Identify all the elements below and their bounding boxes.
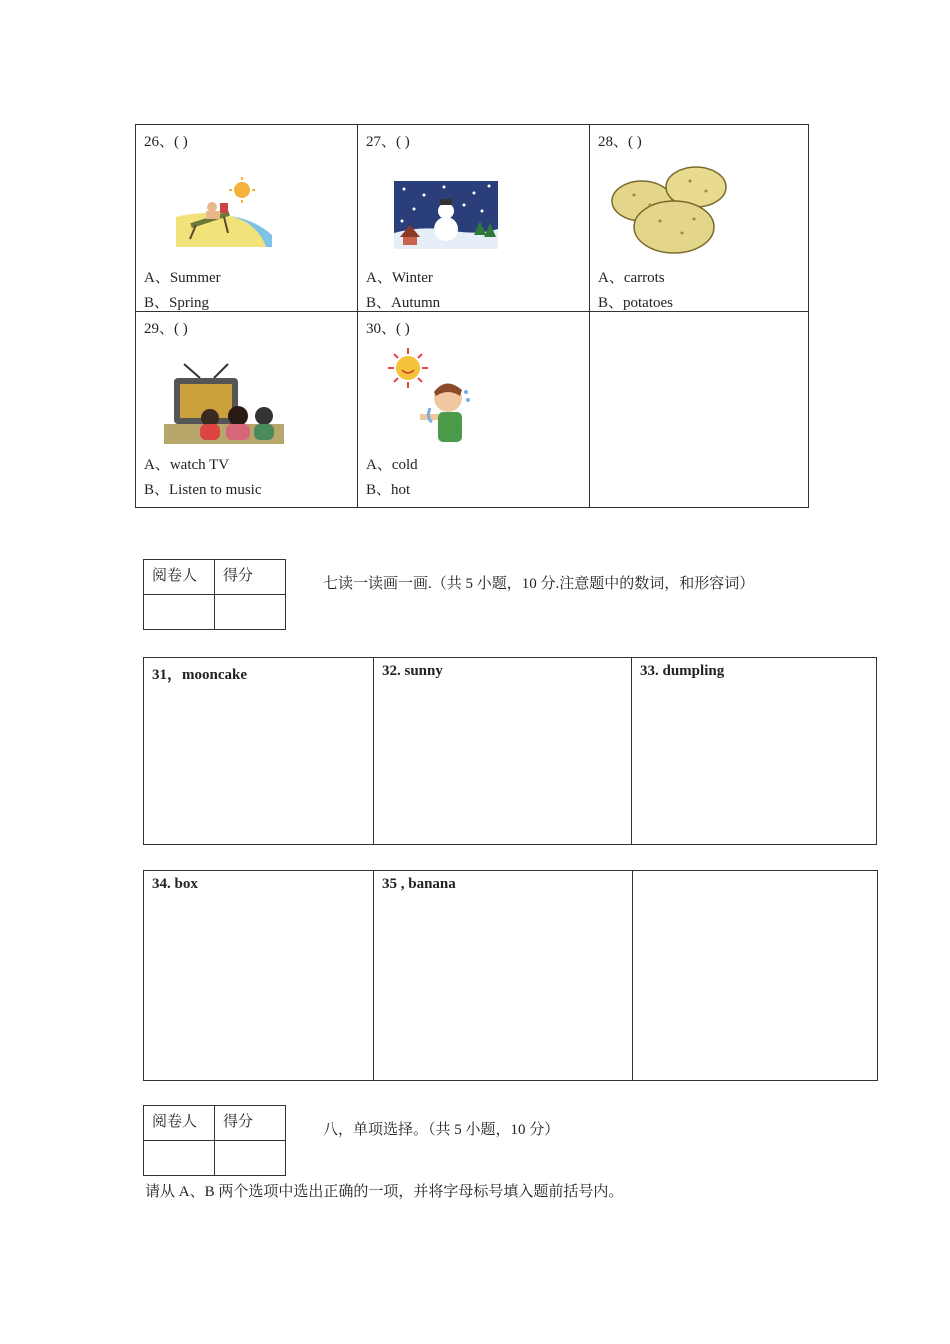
option-a: A、Summer bbox=[144, 270, 221, 286]
drawing-prompt: 35 , banana bbox=[382, 876, 456, 892]
drawing-cell-empty bbox=[633, 871, 878, 1081]
snowman-illustration bbox=[394, 181, 498, 249]
question-number: 28、( ) bbox=[598, 134, 642, 150]
question-cell-26 bbox=[136, 125, 358, 312]
drawing-prompt: 33. dumpling bbox=[640, 663, 725, 679]
score-box-section-8 bbox=[143, 1105, 286, 1176]
empty-cell bbox=[590, 312, 809, 508]
option-b: B、hot bbox=[366, 482, 411, 498]
drawing-cell-34[interactable] bbox=[144, 871, 374, 1081]
children-watching-tv-illustration bbox=[164, 362, 284, 444]
option-b: B、Spring bbox=[144, 295, 210, 311]
reviewer-field[interactable] bbox=[144, 595, 215, 630]
potatoes-illustration bbox=[610, 161, 730, 256]
question-number: 27、( ) bbox=[366, 134, 410, 150]
question-number: 30、( ) bbox=[366, 321, 410, 337]
option-a: A、Winter bbox=[366, 270, 433, 286]
picture-question-table bbox=[135, 124, 809, 508]
option-a: A、watch TV bbox=[144, 457, 230, 473]
score-label: 得分 bbox=[215, 1106, 286, 1141]
beach-sunbathing-illustration bbox=[176, 177, 272, 247]
drawing-prompt: 31，mooncake bbox=[152, 667, 247, 683]
option-b: B、Listen to music bbox=[144, 482, 262, 498]
question-cell-29 bbox=[136, 312, 358, 508]
question-cell-27 bbox=[358, 125, 590, 312]
score-field[interactable] bbox=[215, 1141, 286, 1176]
drawing-table-1 bbox=[143, 657, 877, 845]
hot-sun-boy-illustration bbox=[386, 346, 486, 456]
question-cell-28 bbox=[590, 125, 809, 312]
drawing-prompt: 34. box bbox=[152, 876, 198, 892]
reviewer-label: 阅卷人 bbox=[144, 560, 215, 595]
question-number: 29、( ) bbox=[144, 321, 188, 337]
reviewer-label: 阅卷人 bbox=[144, 1106, 215, 1141]
section-8-title: 八，单项选择。（共 5 小题，10 分） bbox=[323, 1122, 560, 1138]
option-a: A、cold bbox=[366, 457, 418, 473]
drawing-cell-33[interactable] bbox=[632, 658, 877, 845]
question-number: 26、( ) bbox=[144, 134, 188, 150]
option-b: B、Autumn bbox=[366, 295, 441, 311]
score-label: 得分 bbox=[215, 560, 286, 595]
reviewer-field[interactable] bbox=[144, 1141, 215, 1176]
score-box-section-7 bbox=[143, 559, 286, 630]
drawing-cell-31[interactable] bbox=[144, 658, 374, 845]
drawing-cell-35[interactable] bbox=[374, 871, 633, 1081]
question-cell-30 bbox=[358, 312, 590, 508]
option-a: A、carrots bbox=[598, 270, 665, 286]
drawing-prompt: 32. sunny bbox=[382, 663, 443, 679]
option-b: B、potatoes bbox=[598, 295, 673, 311]
score-field[interactable] bbox=[215, 595, 286, 630]
section-8-instruction: 请从 A、B 两个选项中选出正确的一项，并将字母标号填入题前括号内。 bbox=[145, 1184, 624, 1200]
drawing-cell-32[interactable] bbox=[374, 658, 632, 845]
drawing-table-2 bbox=[143, 870, 878, 1081]
section-7-title: 七读一读画一画.（共 5 小题，10 分.注意题中的数词，和形容词） bbox=[323, 576, 755, 592]
